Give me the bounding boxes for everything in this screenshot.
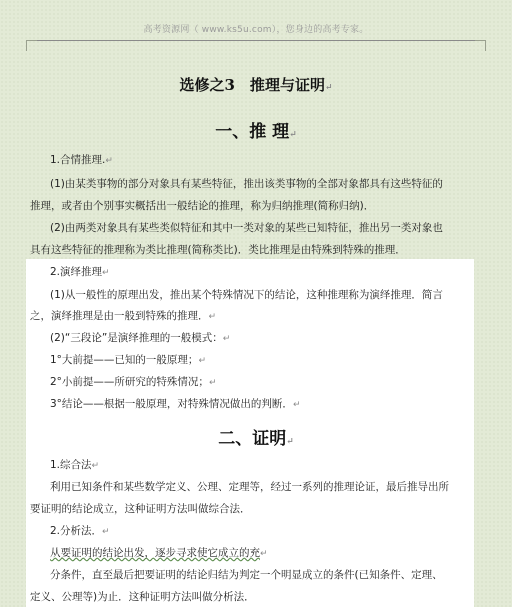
paragraph-deduction-line1: (1)从一般性的原理出发，推出某个特殊情况下的结论，这种推理称为演绎推理．简言 [50, 289, 443, 301]
paragraph-analogy-line1: (2)由两类对象具有某些类似特征和其中一类对象的某些已知特征，推出另一类对象也 [50, 222, 443, 234]
paragraph-syllogism: (2)“三段论”是演绎推理的一般模式：↵ [50, 332, 231, 344]
item-deductive-reasoning-title: 2.演绎推理↵ [50, 266, 110, 278]
document-title: 选修之3 推理与证明↵ [179, 76, 333, 94]
paragraph-induction-line2: 推理，或者由个别事实概括出一般结论的推理，称为归纳推理(简称归纳)． [30, 200, 375, 212]
syllogism-minor-premise: 2°小前提——所研究的特殊情况；↵ [50, 376, 217, 388]
paragraph-analysis-line2: 分条件，直至最后把要证明的结论归结为判定一个明显成立的条件(已知条件、定理、 [50, 569, 443, 581]
paragraph-analysis-line3: 定义、公理等)为止．这种证明方法叫做分析法． [30, 591, 255, 603]
paragraph-analysis-line1: 从要证明的结论出发，逐步寻求使它成立的充↵ [50, 547, 268, 559]
item-synthesis-method-title: 1.综合法↵ [50, 459, 100, 471]
crop-mark-top-left [26, 40, 37, 51]
page-header: 高考资源网（ www.ks5u.com），您身边的高考专家。 [143, 25, 369, 35]
item-plausible-reasoning-title: 1.合情推理.↵ [50, 154, 113, 166]
paragraph-induction-line1: (1)由某类事物的部分对象具有某些特征，推出该类事物的全部对象都具有这些特征的 [50, 178, 443, 190]
section-heading-reasoning: 一、推 理↵ [215, 122, 297, 142]
paragraph-analogy-line2: 具有这些特征的推理称为类比推理(简称类比)．类比推理是由特殊到特殊的推理． [30, 244, 406, 256]
crop-mark-top-right [475, 40, 486, 51]
syllogism-major-premise: 1°大前提——已知的一般原理；↵ [50, 354, 206, 366]
header-rule [26, 40, 486, 41]
section-heading-proof: 二、证明↵ [218, 429, 294, 449]
syllogism-conclusion: 3°结论——根据一般原理，对特殊情况做出的判断．↵ [50, 398, 301, 410]
item-analysis-method-title: 2.分析法．↵ [50, 525, 110, 537]
paragraph-synthesis-line2: 要证明的结论成立，这种证明方法叫做综合法． [30, 503, 251, 515]
paragraph-synthesis-line1: 利用已知条件和某些数学定义、公理、定理等，经过一系列的推理论证，最后推导出所 [50, 481, 449, 493]
paragraph-deduction-line2: 之，演绎推理是由一般到特殊的推理．↵ [30, 310, 217, 322]
